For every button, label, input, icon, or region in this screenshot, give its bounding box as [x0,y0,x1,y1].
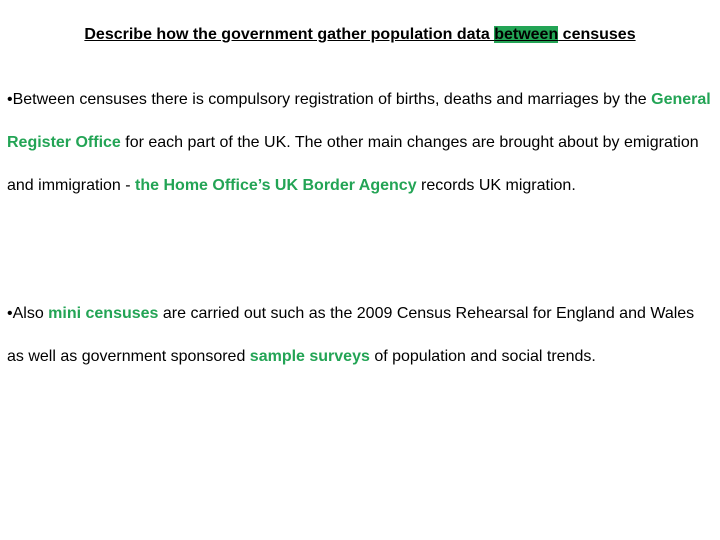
paragraph-2-text-1: •Also [7,305,49,322]
term-uk-border-agency: the Home Office’s UK Border Agency [135,177,417,194]
title-text-before: Describe how the government gather population data [84,26,495,43]
title-text-after: censuses [558,26,636,43]
term-mini-censuses: mini censuses [48,305,159,322]
term-general-register-office: General Register Office [7,91,711,151]
bullet-paragraph-mini-censuses [7,292,713,378]
paragraph-2-text-3: of population and social trends. [369,348,596,365]
paragraph-1-text-3: records UK migration. [416,177,576,194]
page-title [0,26,720,44]
term-sample-surveys: sample surveys [249,348,370,365]
paragraph-1-text-2: for each part of the UK. The other main changes are brought about by emigration and immigration - [7,134,699,194]
bullet-paragraph-registration [7,78,713,207]
title-highlight-between: between [494,26,559,43]
paragraph-1-text-1: •Between censuses there is compulsory registration of births, deaths and marriages by the [7,91,652,108]
paragraph-2-text-2: are carried out such as the 2009 Census Rehearsal for England and Wales as well as government sponsored [7,305,695,365]
